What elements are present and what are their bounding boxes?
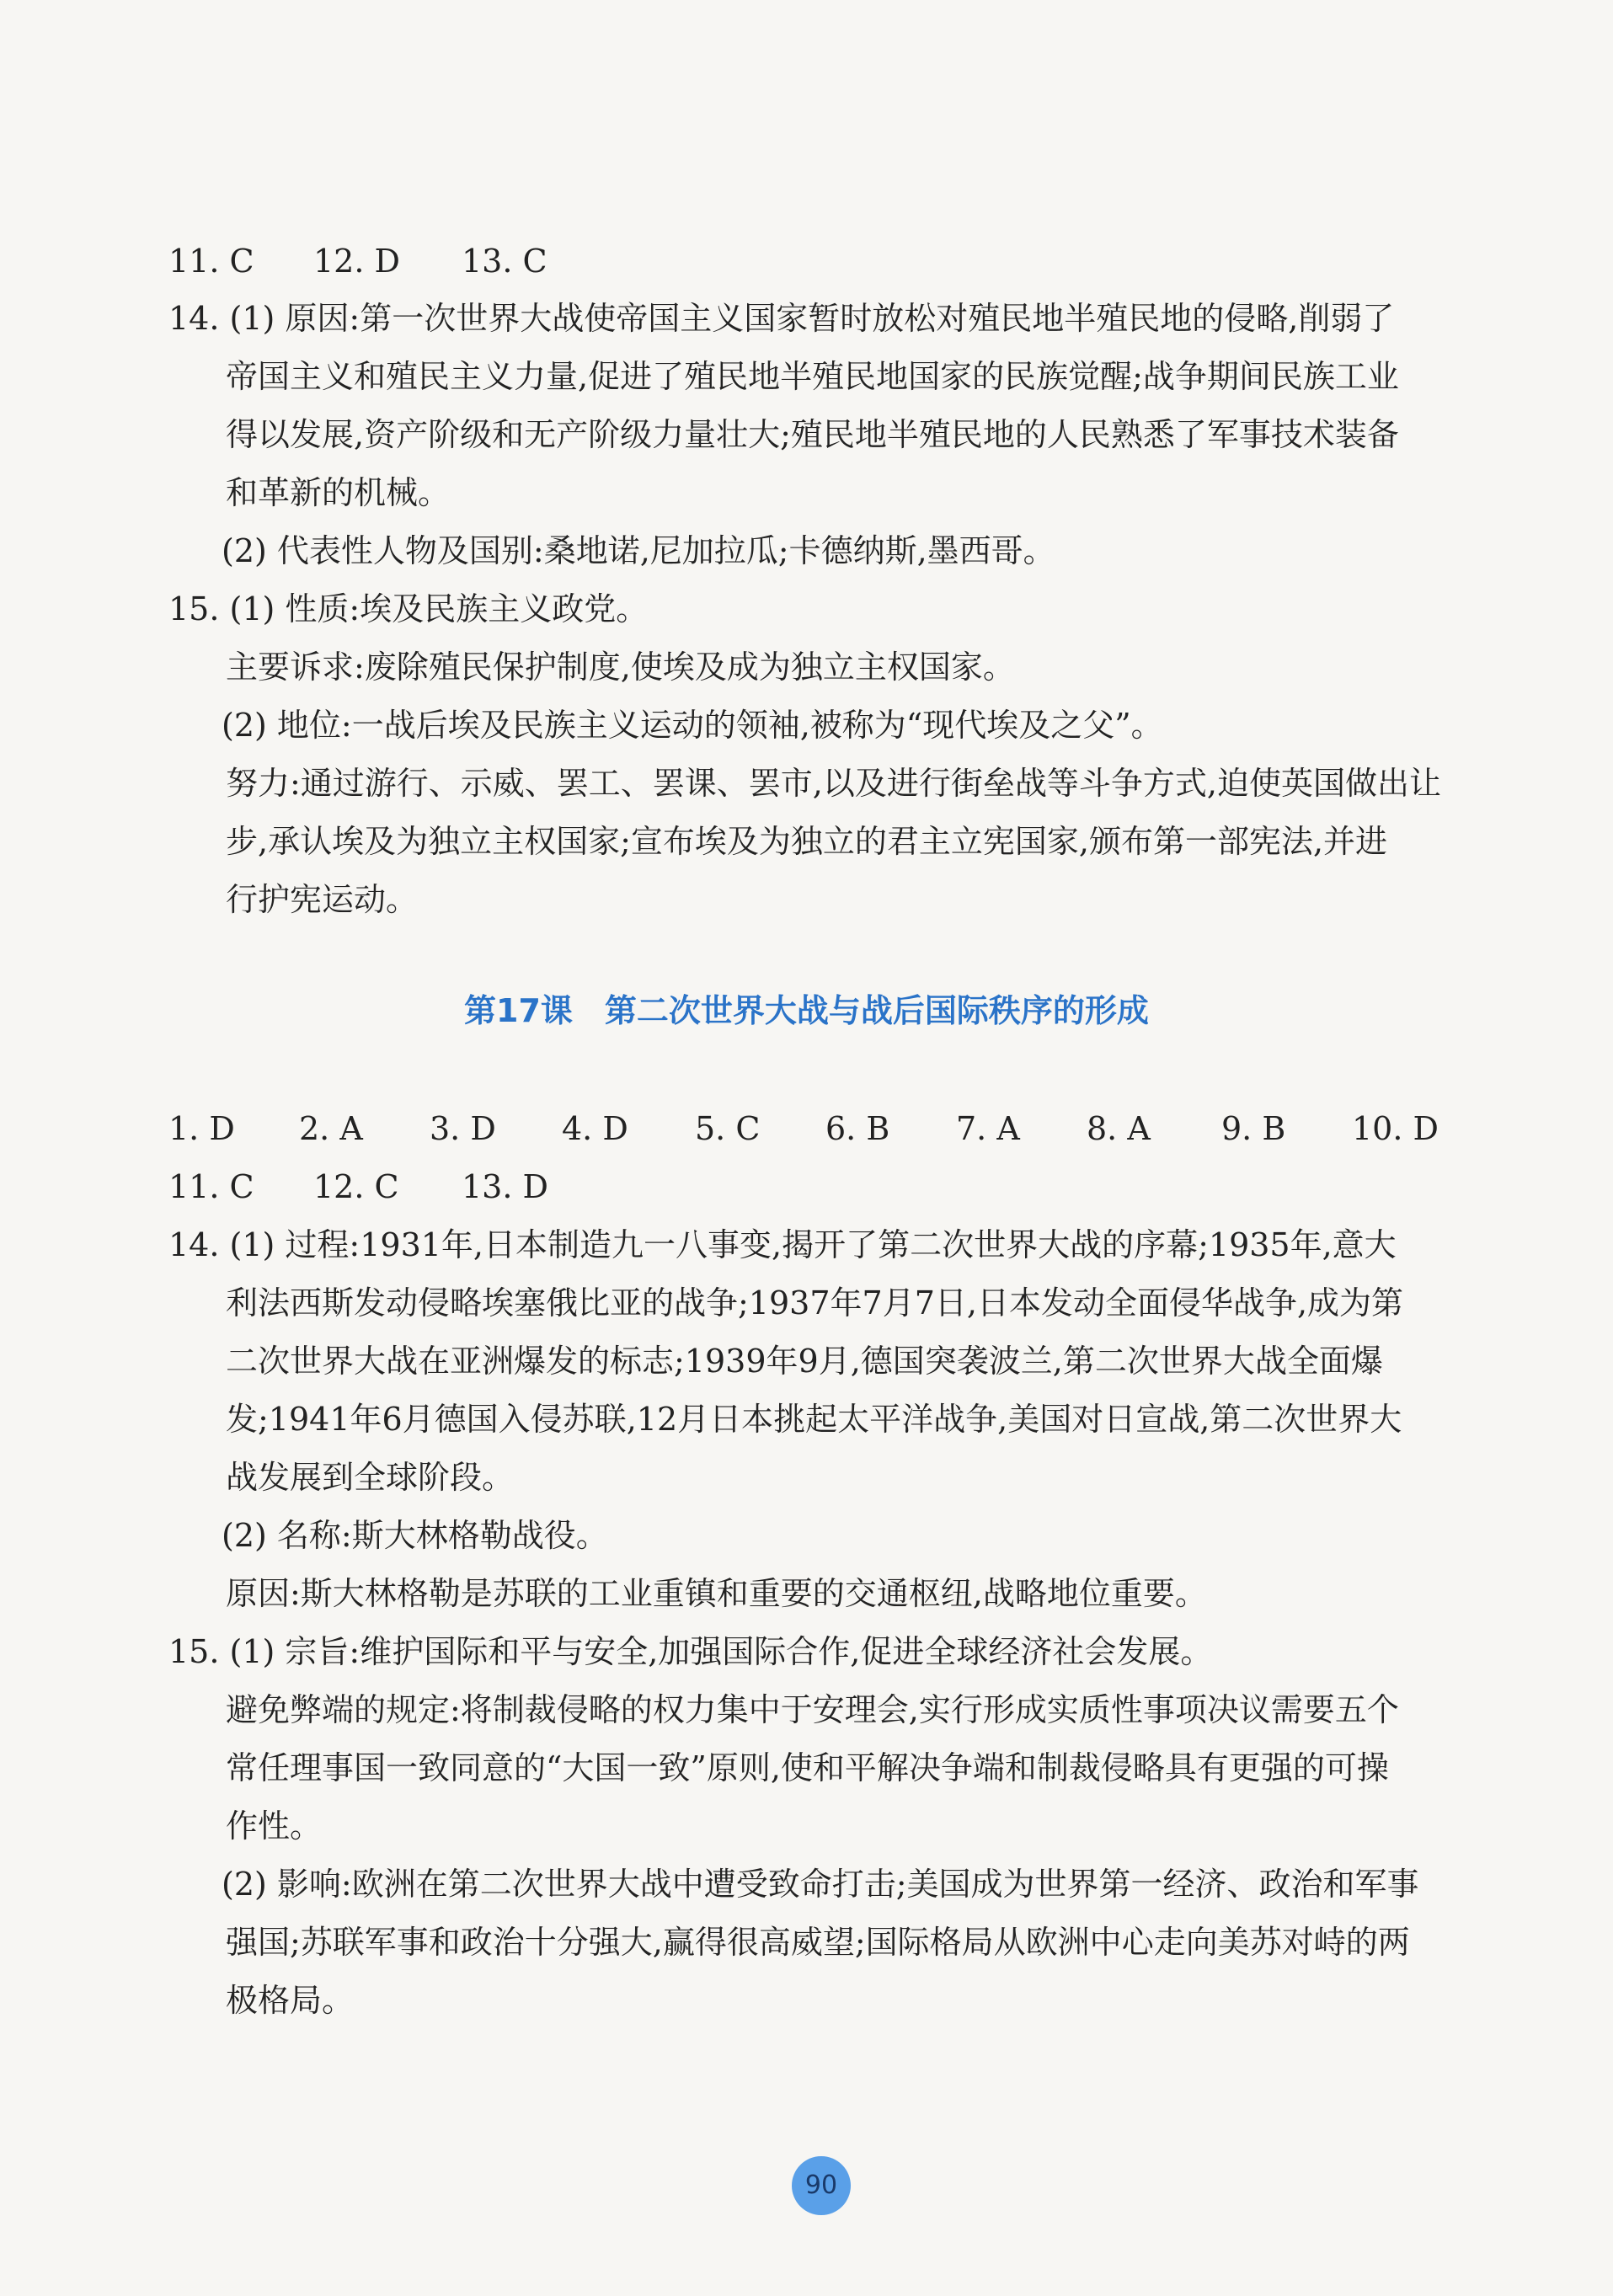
mc-answer: 12. D	[313, 243, 400, 280]
answer-line: 帝国主义和殖民主义力量,促进了殖民地半殖民地国家的民族觉醒;战争期间民族工业	[226, 358, 1399, 395]
mc-answer: 13. C	[462, 243, 547, 280]
answer-line: 得以发展,资产阶级和无产阶级力量壮大;殖民地半殖民地的人民熟悉了军事技术装备	[226, 416, 1399, 453]
answer-line: 利法西斯发动侵略埃塞俄比亚的战争;1937年7月7日,日本发动全面侵华战争,成为第	[226, 1284, 1404, 1322]
mc-answer: 1. D	[168, 1110, 235, 1147]
answer-line: 和革新的机械。	[226, 474, 451, 511]
mc-answer: 11. C	[168, 243, 254, 280]
answer-line: 步,承认埃及为独立主权国家;宣布埃及为独立的君主立宪国家,颁布第一部宪法,并进	[226, 823, 1388, 860]
answer-line: 主要诉求:废除殖民保护制度,使埃及成为独立主权国家。	[226, 649, 1015, 686]
answer-line: 14. (1) 原因:第一次世界大战使帝国主义国家暂时放松对殖民地半殖民地的侵略,削弱了	[168, 300, 1395, 337]
lesson-title: 第17课 第二次世界大战与战后国际秩序的形成	[464, 992, 1149, 1029]
answer-line: 15. (1) 性质:埃及民族主义政党。	[168, 590, 649, 627]
mc-answer: 3. D	[430, 1110, 496, 1147]
answer-line: 极格局。	[226, 1982, 355, 2019]
answer-line: 15. (1) 宗旨:维护国际和平与安全,加强国际合作,促进全球经济社会发展。	[168, 1633, 1213, 1670]
answer-line: 行护宪运动。	[226, 881, 419, 918]
page-number: 90	[792, 2156, 851, 2215]
mc-answer: 10. D	[1352, 1110, 1439, 1147]
mc-answer: 6. B	[825, 1110, 890, 1147]
answer-line: 二次世界大战在亚洲爆发的标志;1939年9月,德国突袭波兰,第二次世界大战全面爆	[226, 1343, 1383, 1380]
mc-answer: 8. A	[1087, 1110, 1151, 1147]
mc-answer: 5. C	[695, 1110, 761, 1147]
mc-answer-row	[0, 1099, 1613, 1158]
answer-line: 作性。	[226, 1807, 323, 1845]
answer-line: 避免弊端的规定:将制裁侵略的权力集中于安理会,实行形成实质性事项决议需要五个	[226, 1691, 1399, 1728]
answer-line: 发;1941年6月德国入侵苏联,12月日本挑起太平洋战争,美国对日宣战,第二次世界大	[226, 1401, 1402, 1438]
answer-line: 努力:通过游行、示威、罢工、罢课、罢市,以及进行街垒战等斗争方式,迫使英国做出让	[226, 765, 1441, 802]
mc-answer-row	[0, 232, 1613, 291]
answer-line: 战发展到全球阶段。	[226, 1459, 515, 1496]
answer-line: (2) 代表性人物及国别:桑地诺,尼加拉瓜;卡德纳斯,墨西哥。	[222, 532, 1055, 569]
answer-line: 14. (1) 过程:1931年,日本制造九一八事变,揭开了第二次世界大战的序幕;1935年,意大	[168, 1226, 1397, 1263]
answer-line: 原因:斯大林格勒是苏联的工业重镇和重要的交通枢纽,战略地位重要。	[226, 1575, 1207, 1612]
mc-answer: 7. A	[956, 1110, 1020, 1147]
mc-answer: 2. A	[299, 1110, 363, 1147]
answer-line: (2) 影响:欧洲在第二次世界大战中遭受致命打击;美国成为世界第一经济、政治和军事	[222, 1866, 1419, 1903]
mc-answer-row	[0, 1157, 1613, 1216]
mc-answer: 4. D	[562, 1110, 628, 1147]
answer-line: 强国;苏联军事和政治十分强大,赢得很高威望;国际格局从欧洲中心走向美苏对峙的两	[226, 1924, 1410, 1961]
mc-answer: 13. D	[462, 1168, 548, 1205]
answer-line: (2) 地位:一战后埃及民族主义运动的领袖,被称为“现代埃及之父”。	[222, 707, 1163, 744]
mc-answer: 9. B	[1221, 1110, 1286, 1147]
mc-answer: 12. C	[313, 1168, 399, 1205]
answer-line: (2) 名称:斯大林格勒战役。	[222, 1517, 608, 1554]
answer-line: 常任理事国一致同意的“大国一致”原则,使和平解决争端和制裁侵略具有更强的可操	[226, 1749, 1389, 1786]
mc-answer: 11. C	[168, 1168, 254, 1205]
